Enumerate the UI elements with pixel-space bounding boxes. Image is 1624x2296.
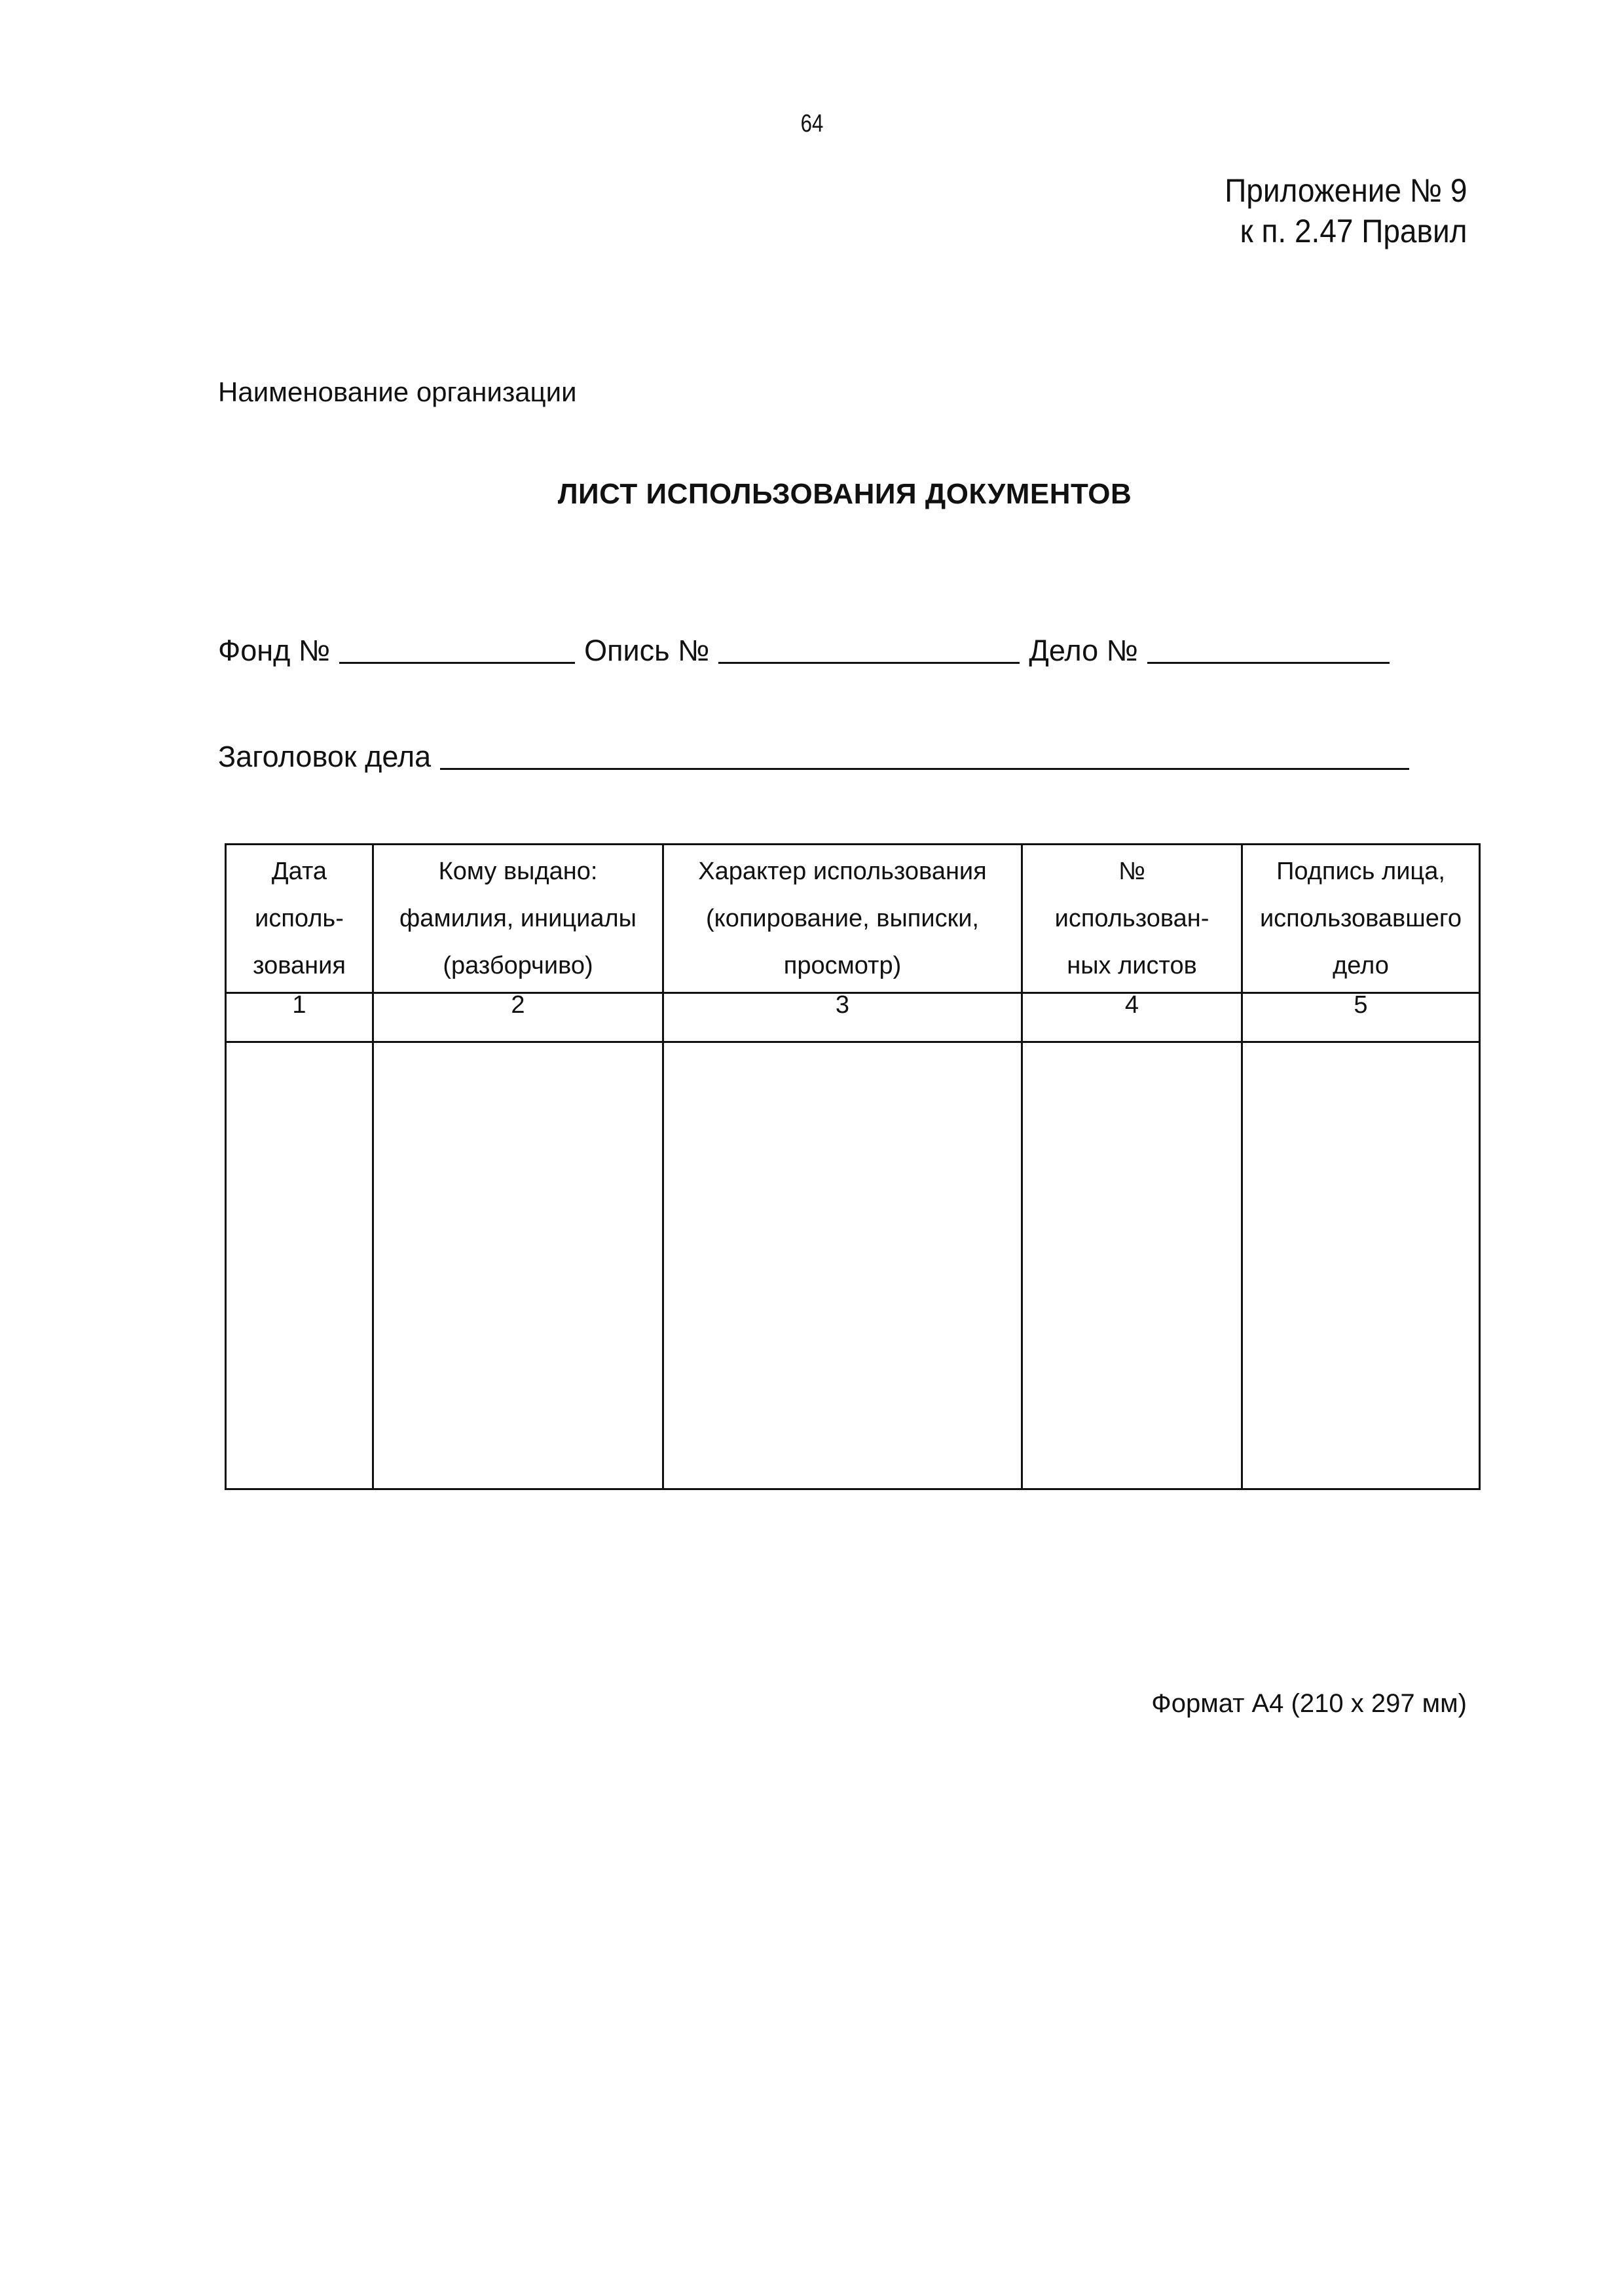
column-number-row xyxy=(226,993,1480,1042)
header-usage-type-line-1: Характер использования xyxy=(698,858,987,885)
usage-table xyxy=(225,843,1481,1490)
header-usage-type xyxy=(663,845,1022,993)
header-issued-to-line-2: фамилия, инициалы xyxy=(399,905,637,932)
table-header-row xyxy=(226,845,1480,993)
format-note: Формат А4 (210 х 297 мм) xyxy=(1151,1689,1467,1718)
header-date-line-1: Дата xyxy=(271,858,327,885)
usage-type-entry-cell[interactable] xyxy=(663,1042,1022,1489)
document-title: ЛИСТ ИСПОЛЬЗОВАНИЯ ДОКУМЕНТОВ xyxy=(557,478,1132,510)
appendix-line-2: к п. 2.47 Правил xyxy=(1240,213,1467,249)
page-number: 64 xyxy=(800,110,824,137)
organization-name-label: Наименование организации xyxy=(218,376,577,407)
opis-number-field[interactable] xyxy=(718,636,1020,664)
archive-reference-fields xyxy=(218,634,1390,668)
table-body-row xyxy=(226,1042,1480,1489)
column-number: 1 xyxy=(226,993,373,1042)
header-issued-to xyxy=(373,845,663,993)
fond-label: Фонд № xyxy=(218,634,331,667)
header-signature xyxy=(1242,845,1480,993)
column-number: 2 xyxy=(373,993,663,1042)
case-heading-row xyxy=(218,740,1409,774)
fond-number-field[interactable] xyxy=(339,636,575,664)
date-entry-cell[interactable] xyxy=(226,1042,373,1489)
header-sheet-numbers-line-2: использован- xyxy=(1054,905,1209,932)
header-usage-type-line-3: просмотр) xyxy=(783,952,902,979)
header-signature-line-1: Подпись лица, xyxy=(1276,858,1445,885)
column-number: 5 xyxy=(1242,993,1480,1042)
appendix-line-1: Приложение № 9 xyxy=(1224,172,1467,209)
column-number: 3 xyxy=(663,993,1022,1042)
header-date xyxy=(226,845,373,993)
case-heading-label: Заголовок дела xyxy=(218,740,432,773)
header-sheet-numbers-line-1: № xyxy=(1118,858,1145,885)
header-sheet-numbers xyxy=(1022,845,1242,993)
opis-label: Опись № xyxy=(584,634,710,667)
header-issued-to-line-1: Кому выдано: xyxy=(438,858,598,885)
column-number: 4 xyxy=(1022,993,1242,1042)
header-date-line-2: исполь- xyxy=(255,905,344,932)
issued-to-entry-cell[interactable] xyxy=(373,1042,663,1489)
case-heading-field[interactable] xyxy=(440,742,1409,770)
header-signature-line-3: дело xyxy=(1333,952,1389,979)
appendix-reference xyxy=(1204,170,1467,251)
header-sheet-numbers-line-3: ных листов xyxy=(1067,952,1197,979)
signature-entry-cell[interactable] xyxy=(1242,1042,1480,1489)
delo-number-field[interactable] xyxy=(1147,636,1390,664)
header-date-line-3: зования xyxy=(253,952,346,979)
header-signature-line-2: использовавшего xyxy=(1259,905,1462,932)
sheet-numbers-entry-cell[interactable] xyxy=(1022,1042,1242,1489)
header-issued-to-line-3: (разборчиво) xyxy=(443,952,593,979)
header-usage-type-line-2: (копирование, выписки, xyxy=(706,905,979,932)
delo-label: Дело № xyxy=(1029,634,1138,667)
